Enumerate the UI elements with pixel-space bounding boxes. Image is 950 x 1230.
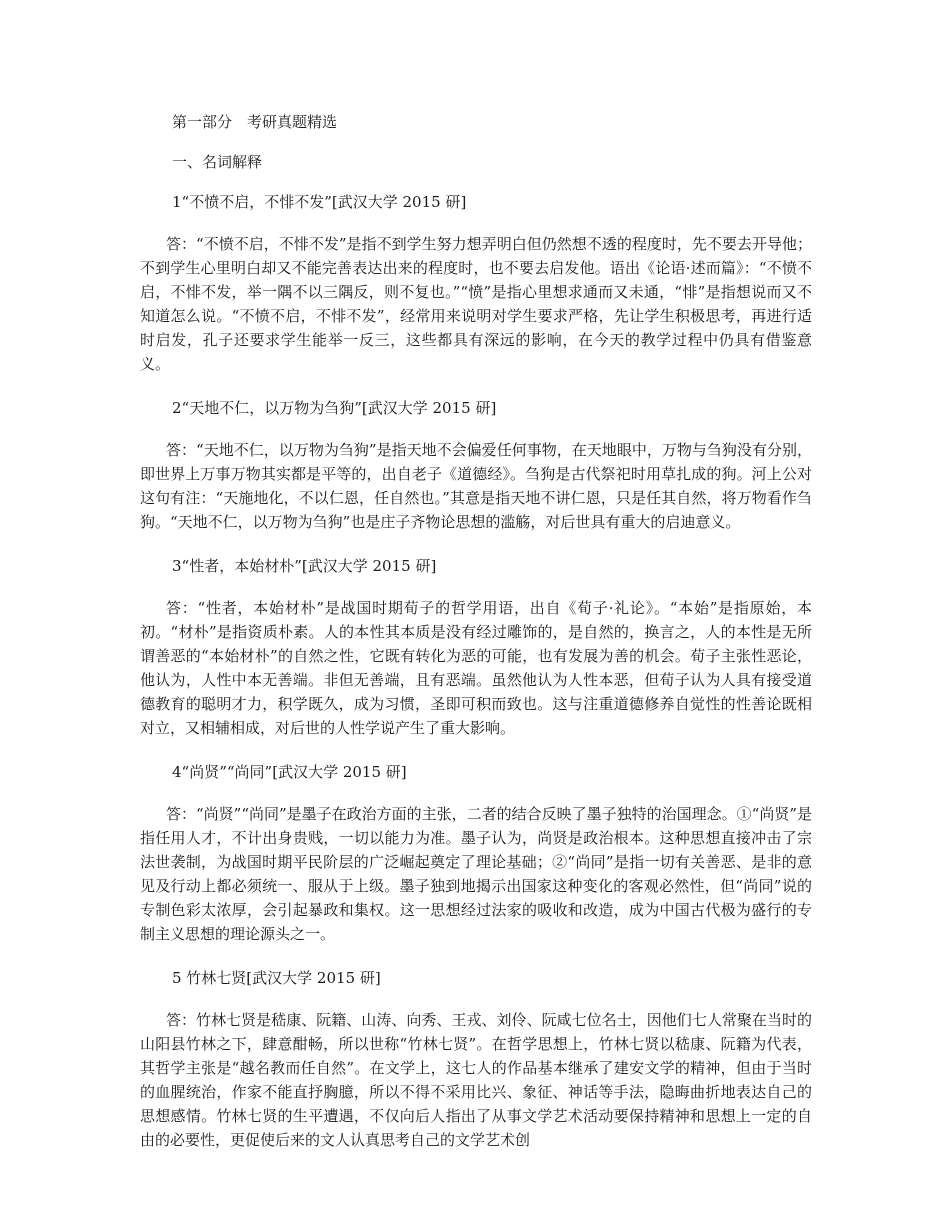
section-title: 一、名词解释: [172, 153, 263, 171]
question-5: [140, 966, 812, 1152]
question-title: 4“尚贤”“尚同”[武汉大学 2015 研]: [172, 763, 407, 781]
question-title: 5 竹林七贤[武汉大学 2015 研]: [172, 969, 381, 987]
document-page: [140, 110, 812, 1172]
part-title: 第一部分 考研真题精选: [172, 113, 338, 131]
question-1: [140, 190, 812, 376]
question-title: 1“不愤不启，不悱不发”[武汉大学 2015 研]: [172, 193, 467, 211]
answer-paragraph: 答：“尚贤”“尚同”是墨子在政治方面的主张，二者的结合反映了墨子独特的治国理念。①“尚贤”是指任用人才，不计出身贵贱，一切以能力为准。墨子认为，尚贤是政治根本。这种思想直接冲击了宗法世袭制，为战国时期平民阶层的广泛崛起奠定了理论基础；②“尚同”是指一切有关善恶、是非的意见及行动上都必须统一、服从于上级。墨子独到地揭示出国家这种变化的客观必然性，但“尚同”说的专制色彩太浓厚，会引起暴政和集权。这一思想经过法家的吸收和改造，成为中国古代极为盛行的专制主义思想的理论源头之一。: [140, 805, 813, 943]
answer-paragraph: 答：“不愤不启，不悱不发”是指不到学生努力想弄明白但仍然想不透的程度时，先不要去开导他；不到学生心里明白却又不能完善表达出来的程度时，也不要去启发他。语出《论语·述而篇》：“不愤不启，不悱不发，举一隅不以三隅反，则不复也。”“愤”是指心里想求通而又未通，“悱”是指想说而又不知道怎么说。“不愤不启，不悱不发”，经常用来说明对学生要求严格，先让学生积极思考，再进行适时启发，孔子还要求学生能举一反三，这些都具有深远的影响，在今天的教学过程中仍具有借鉴意义。: [140, 235, 812, 373]
answer-paragraph: 答：“性者，本始材朴”是战国时期荀子的哲学用语，出自《荀子·礼论》。“本始”是指原始，本初。“材朴”是指资质朴素。人的本性其本质是没有经过雕饰的，是自然的，换言之，人的本性是无所谓善恶的“本始材朴”的自然之性，它既有转化为恶的可能，也有发展为善的机会。荀子主张性恶论，他认为，人性中本无善端。非但无善端，且有恶端。虽然他认为人性本恶，但荀子认为人具有接受道德教育的聪明才力，积学既久，成为习惯，圣即可积而致也。这与注重道德修养自觉性的性善论既相对立，又相辅相成，对后世的人性学说产生了重大影响。: [140, 599, 812, 737]
answer-paragraph: 答：“天地不仁，以万物为刍狗”是指天地不会偏爱任何事物，在天地眼中，万物与刍狗没有分别，即世界上万事万物其实都是平等的，出自老子《道德经》。刍狗是古代祭祀时用草扎成的狗。河上公对这句有注：“天施地化，不以仁恩，任自然也。”其意是指天地不讲仁恩，只是任其自然，将万物看作刍狗。“天地不仁，以万物为刍狗”也是庄子齐物论思想的滥觞，对后世具有重大的启迪意义。: [140, 441, 812, 531]
answer-paragraph: 答：竹林七贤是嵇康、阮籍、山涛、向秀、王戎、刘伶、阮咸七位名士，因他们七人常聚在当时的山阳县竹林之下，肆意酣畅，所以世称“竹林七贤”。在哲学思想上，竹林七贤以嵇康、阮籍为代表，其哲学主张是“越名教而任自然”。在文学上，这七人的作品基本继承了建安文学的精神，但由于当时的血腥统治，作家不能直抒胸臆，所以不得不采用比兴、象征、神话等手法，隐晦曲折地表达自己的思想感情。竹林七贤的生平遭遇，不仅向后人指出了从事文学艺术活动要保持精神和思想上一定的自由的必要性，更促使后来的文人认真思考自己的文学艺术创: [140, 1011, 812, 1149]
question-3: [140, 554, 812, 740]
question-2: [140, 396, 812, 534]
question-4: [140, 760, 812, 946]
question-title: 2“天地不仁，以万物为刍狗”[武汉大学 2015 研]: [172, 399, 497, 417]
question-title: 3“性者，本始材朴”[武汉大学 2015 研]: [172, 557, 437, 575]
